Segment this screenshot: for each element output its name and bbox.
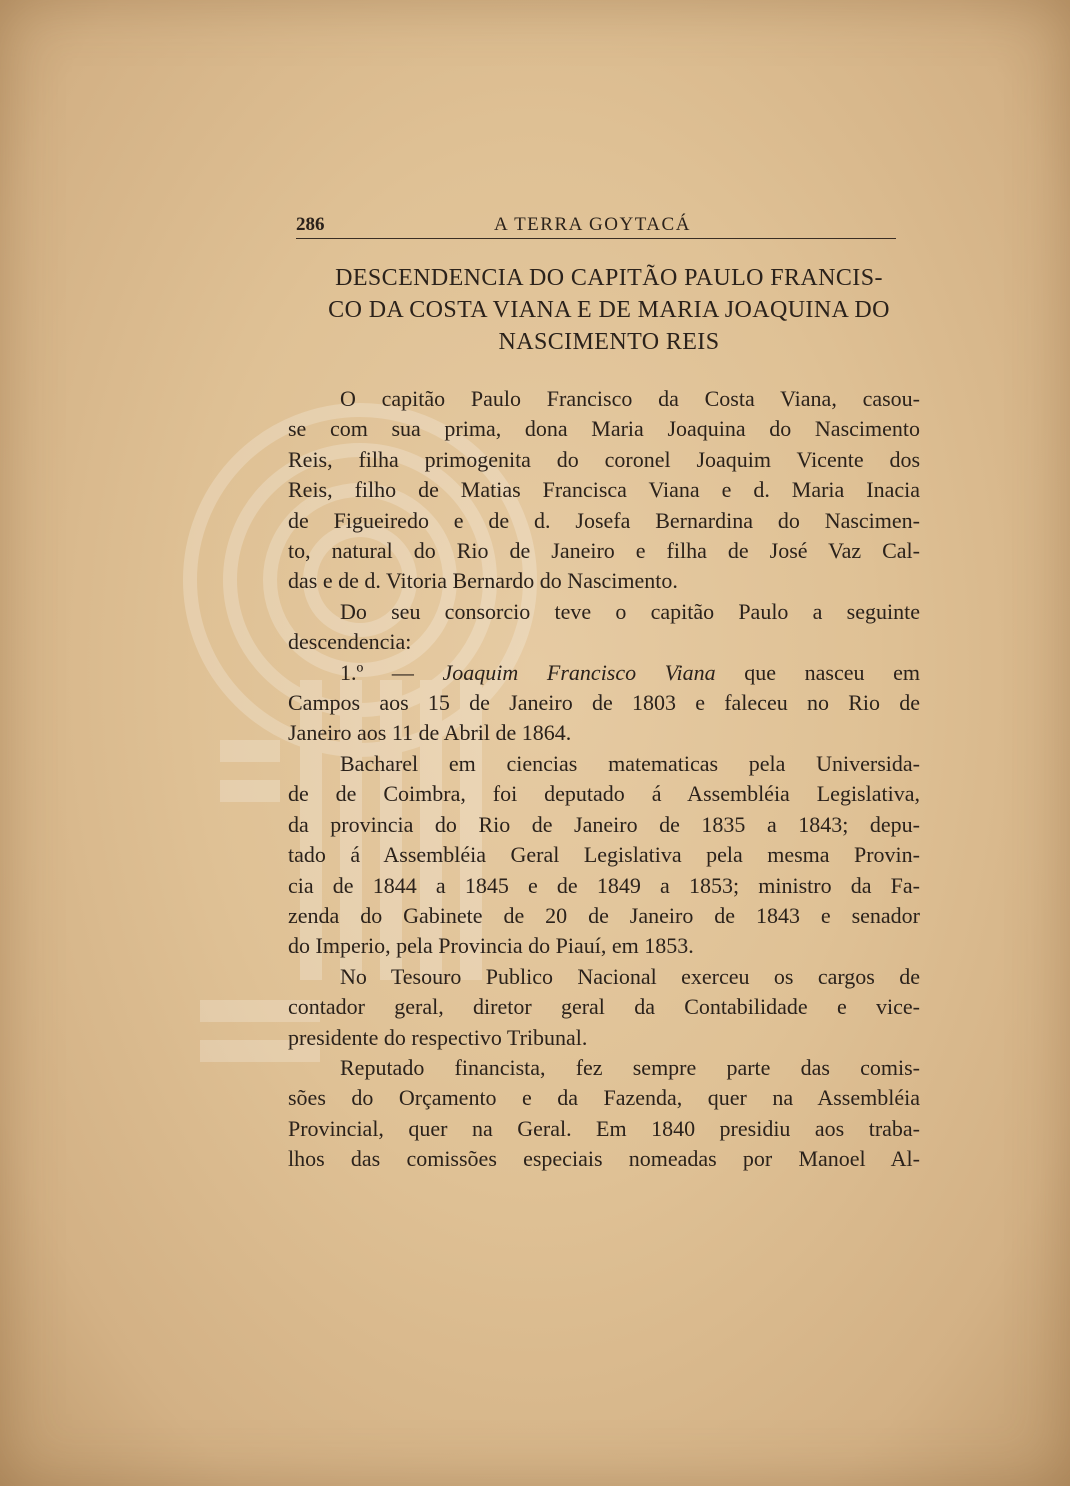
text-line: de de Coimbra, foi deputado á Assembléia Legislativa, — [288, 781, 920, 807]
text-line: to, natural do Rio de Janeiro e filha de José Vaz Cal- — [288, 538, 920, 564]
paragraph — [288, 962, 920, 1053]
text-line: cia de 1844 a 1845 e de 1849 a 1853; ministro da Fa- — [288, 872, 920, 898]
text-fragment: que nasceu em — [715, 659, 920, 685]
text-line: sões do Orçamento e da Fazenda, quer na Assembléia — [288, 1085, 920, 1111]
running-title: A TERRA GOYTACÁ — [494, 214, 691, 235]
text-line: Campos aos 15 de Janeiro de 1803 e faleceu no Rio de — [288, 690, 920, 716]
text-line: Bacharel em ciencias matematicas pela Universida- — [340, 750, 920, 776]
text-line: Reis, filha primogenita do coronel Joaquim Vicente dos — [288, 446, 920, 472]
text-line: No Tesouro Publico Nacional exerceu os cargos de — [340, 963, 920, 989]
chapter-title-line: NASCIMENTO REIS — [498, 329, 720, 355]
body-text — [288, 384, 920, 1175]
text-line: O capitão Paulo Francisco da Costa Viana, casou- — [340, 386, 920, 411]
text-line: se com sua prima, dona Maria Joaquina do Nascimento — [288, 416, 920, 442]
text-line: das e de d. Vitoria Bernardo do Nascimento. — [288, 568, 678, 594]
text-line: Janeiro aos 11 de Abril de 1864. — [288, 720, 572, 746]
text-line: tado á Assembléia Geral Legislativa pela mesma Provin- — [288, 842, 920, 868]
text-line: do Imperio, pela Provincia do Piauí, em 1853. — [288, 933, 694, 959]
text-line: contador geral, diretor geral da Contabilidade e vice- — [288, 994, 920, 1020]
running-header — [296, 210, 920, 238]
paragraph — [288, 1053, 920, 1175]
paragraph — [288, 384, 920, 597]
text-line — [288, 658, 920, 688]
text-line: zenda do Gabinete de 20 de Janeiro de 1843 e senador — [288, 902, 920, 928]
text-line: da provincia do Rio de Janeiro de 1835 a 1843; depu- — [288, 811, 920, 837]
text-line: Reis, filho de Matias Francisca Viana e d. Maria Inacia — [288, 477, 920, 503]
text-line: de Figueiredo e de d. Josefa Bernardina do Nascimen- — [288, 507, 920, 533]
paragraph — [288, 658, 920, 749]
header-rule — [296, 238, 896, 239]
text-line: Do seu consorcio teve o capitão Paulo a seguinte — [340, 598, 920, 624]
person-name: Joaquim Francisco Viana — [442, 659, 716, 685]
text-line: descendencia: — [288, 629, 412, 655]
chapter-title-line: CO DA COSTA VIANA E DE MARIA JOAQUINA DO — [328, 297, 890, 323]
paragraph — [288, 749, 920, 962]
text-line: Reputado financista, fez sempre parte das comis- — [340, 1054, 920, 1080]
page-number: 286 — [296, 214, 325, 235]
text-line: presidente do respectivo Tribunal. — [288, 1024, 588, 1050]
list-number: 1.º — — [340, 659, 443, 685]
text-line: Provincial, quer na Geral. Em 1840 presidiu aos traba- — [288, 1115, 920, 1141]
chapter-title — [296, 262, 922, 358]
text-line: lhos das comissões especiais nomeadas por Manoel Al- — [288, 1146, 920, 1172]
paragraph — [288, 597, 920, 658]
chapter-title-line: DESCENDENCIA DO CAPITÃO PAULO FRANCIS- — [335, 265, 883, 291]
